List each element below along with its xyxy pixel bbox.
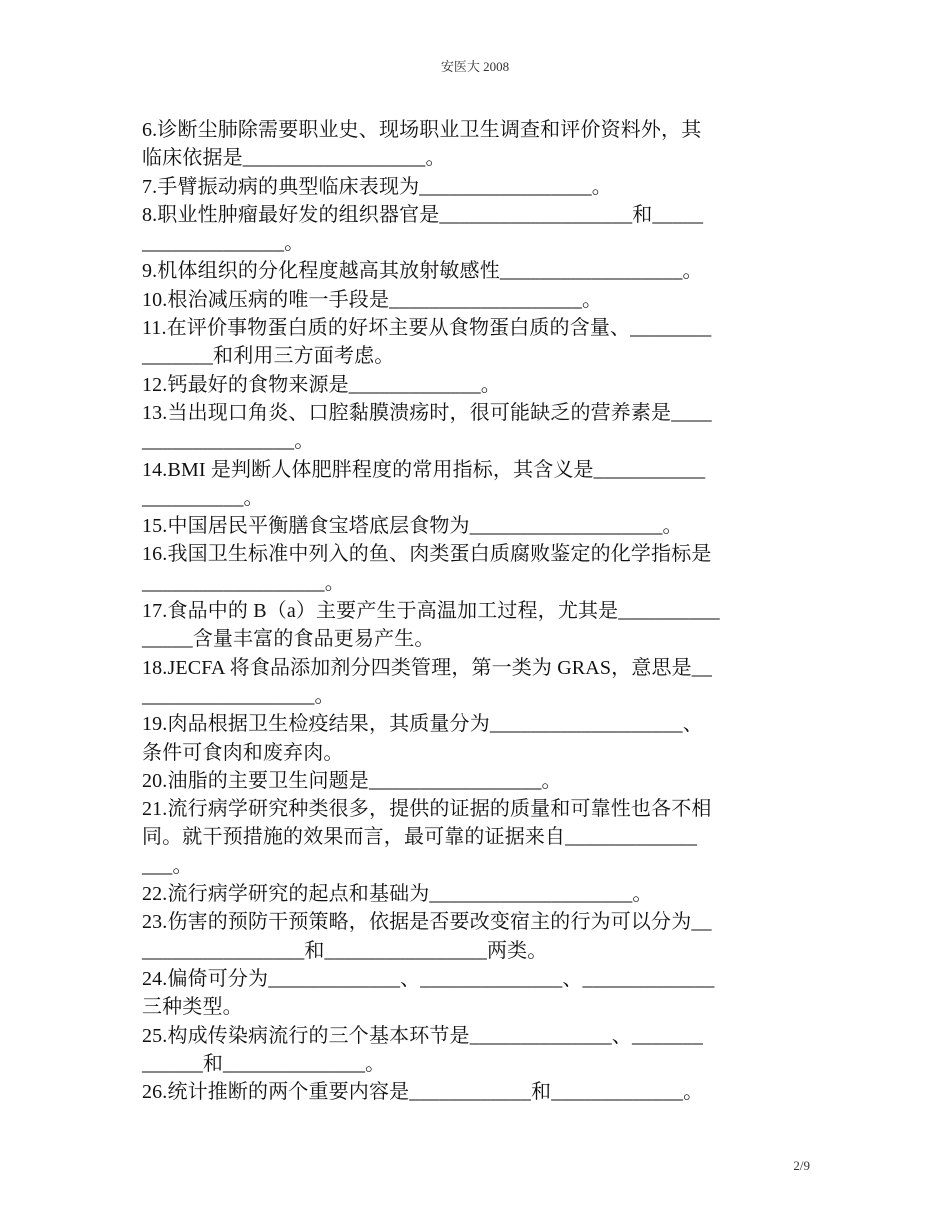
question-text-line: _________________。 <box>142 684 335 707</box>
question-text-line: 20.油脂的主要卫生问题是_________________。 <box>142 769 562 792</box>
question-text-line: 同。就干预措施的效果而言，最可靠的证据来自_____________ <box>142 826 698 849</box>
question-item-q15 <box>142 512 812 540</box>
question-text-line: __________________。 <box>142 571 345 594</box>
question-item-q16 <box>142 540 812 597</box>
question-text-line: 26.统计推断的两个重要内容是____________和_____________。 <box>142 1081 704 1104</box>
question-item-q6 <box>142 116 812 173</box>
question-text-line: 13.当出现口角炎、口腔黏膜溃疡时，很可能缺乏的营养素是____ <box>142 401 712 424</box>
question-text-line: __________。 <box>142 486 264 509</box>
question-list <box>142 116 812 1106</box>
question-item-q12 <box>142 371 812 399</box>
question-item-q9 <box>142 257 812 285</box>
question-item-q22 <box>142 880 812 908</box>
question-text-line: 24.偏倚可分为_____________、______________、_____________ <box>142 967 715 990</box>
question-item-q7 <box>142 173 812 201</box>
question-text-line: 25.构成传染病流行的三个基本环节是______________、_______ <box>142 1024 703 1047</box>
question-item-q19 <box>142 710 812 767</box>
question-item-q17 <box>142 597 812 654</box>
question-text-line: ___。 <box>142 854 193 877</box>
question-text-line: 8.职业性肿瘤最好发的组织器官是___________________和_____ <box>142 203 704 226</box>
question-item-q10 <box>142 286 812 314</box>
question-item-q13 <box>142 399 812 456</box>
question-text-line: 22.流行病学研究的起点和基础为____________________。 <box>142 883 653 906</box>
question-text-line: ______________。 <box>142 232 305 255</box>
question-item-q23 <box>142 908 812 965</box>
question-text-line: ________________和________________两类。 <box>142 939 548 962</box>
question-text-line: _______和利用三方面考虑。 <box>142 345 395 368</box>
question-text-line: 临床依据是__________________。 <box>142 147 446 170</box>
question-item-q26 <box>142 1078 812 1106</box>
question-text-line: 三种类型。 <box>142 996 243 1019</box>
question-text-line: 21.流行病学研究种类很多，提供的证据的质量和可靠性也各不相 <box>142 798 712 821</box>
question-text-line: 18.JECFA 将食品添加剂分四类管理，第一类为 GRAS，意思是__ <box>142 656 713 679</box>
question-text-line: 7.手臂振动病的典型临床表现为_________________。 <box>142 175 612 198</box>
question-text-line: 10.根治减压病的唯一手段是___________________。 <box>142 288 603 311</box>
question-text-line: 9.机体组织的分化程度越高其放射敏感性__________________。 <box>142 260 703 283</box>
question-item-q8 <box>142 201 812 258</box>
page-header: 安医大 2008 <box>440 59 510 74</box>
question-text-line: 23.伤害的预防干预策略，依据是否要改变宿主的行为可以分为__ <box>142 911 712 934</box>
question-text-line: 15.中国居民平衡膳食宝塔底层食物为___________________。 <box>142 515 683 538</box>
question-text-line: 16.我国卫生标准中列入的鱼、肉类蛋白质腐败鉴定的化学指标是 <box>142 543 712 566</box>
question-item-q25 <box>142 1022 812 1079</box>
question-text-line: _____含量丰富的食品更易产生。 <box>142 628 435 651</box>
question-text-line: _______________。 <box>142 430 315 453</box>
question-text-line: 11.在评价事物蛋白质的好坏主要从食物蛋白质的含量、________ <box>142 317 712 340</box>
question-item-q21 <box>142 795 812 880</box>
question-text-line: 17.食品中的 B（a）主要产生于高温加工过程，尤其是__________ <box>142 600 720 623</box>
question-text-line: 14.BMI 是判断人体肥胖程度的常用指标，其含义是___________ <box>142 458 706 481</box>
question-item-q11 <box>142 314 812 371</box>
question-item-q14 <box>142 456 812 513</box>
page-number: 2/9 <box>793 1158 810 1173</box>
question-item-q20 <box>142 767 812 795</box>
question-text-line: ______和______________。 <box>142 1052 386 1075</box>
question-text-line: 6.诊断尘肺除需要职业史、现场职业卫生调查和评价资料外，其 <box>142 119 702 141</box>
question-text-line: 19.肉品根据卫生检疫结果，其质量分为___________________、 <box>142 713 703 736</box>
question-text-line: 12.钙最好的食物来源是_____________。 <box>142 373 501 396</box>
question-item-q24 <box>142 965 812 1022</box>
question-text-line: 条件可食肉和废弃肉。 <box>142 741 344 764</box>
question-item-q18 <box>142 654 812 711</box>
